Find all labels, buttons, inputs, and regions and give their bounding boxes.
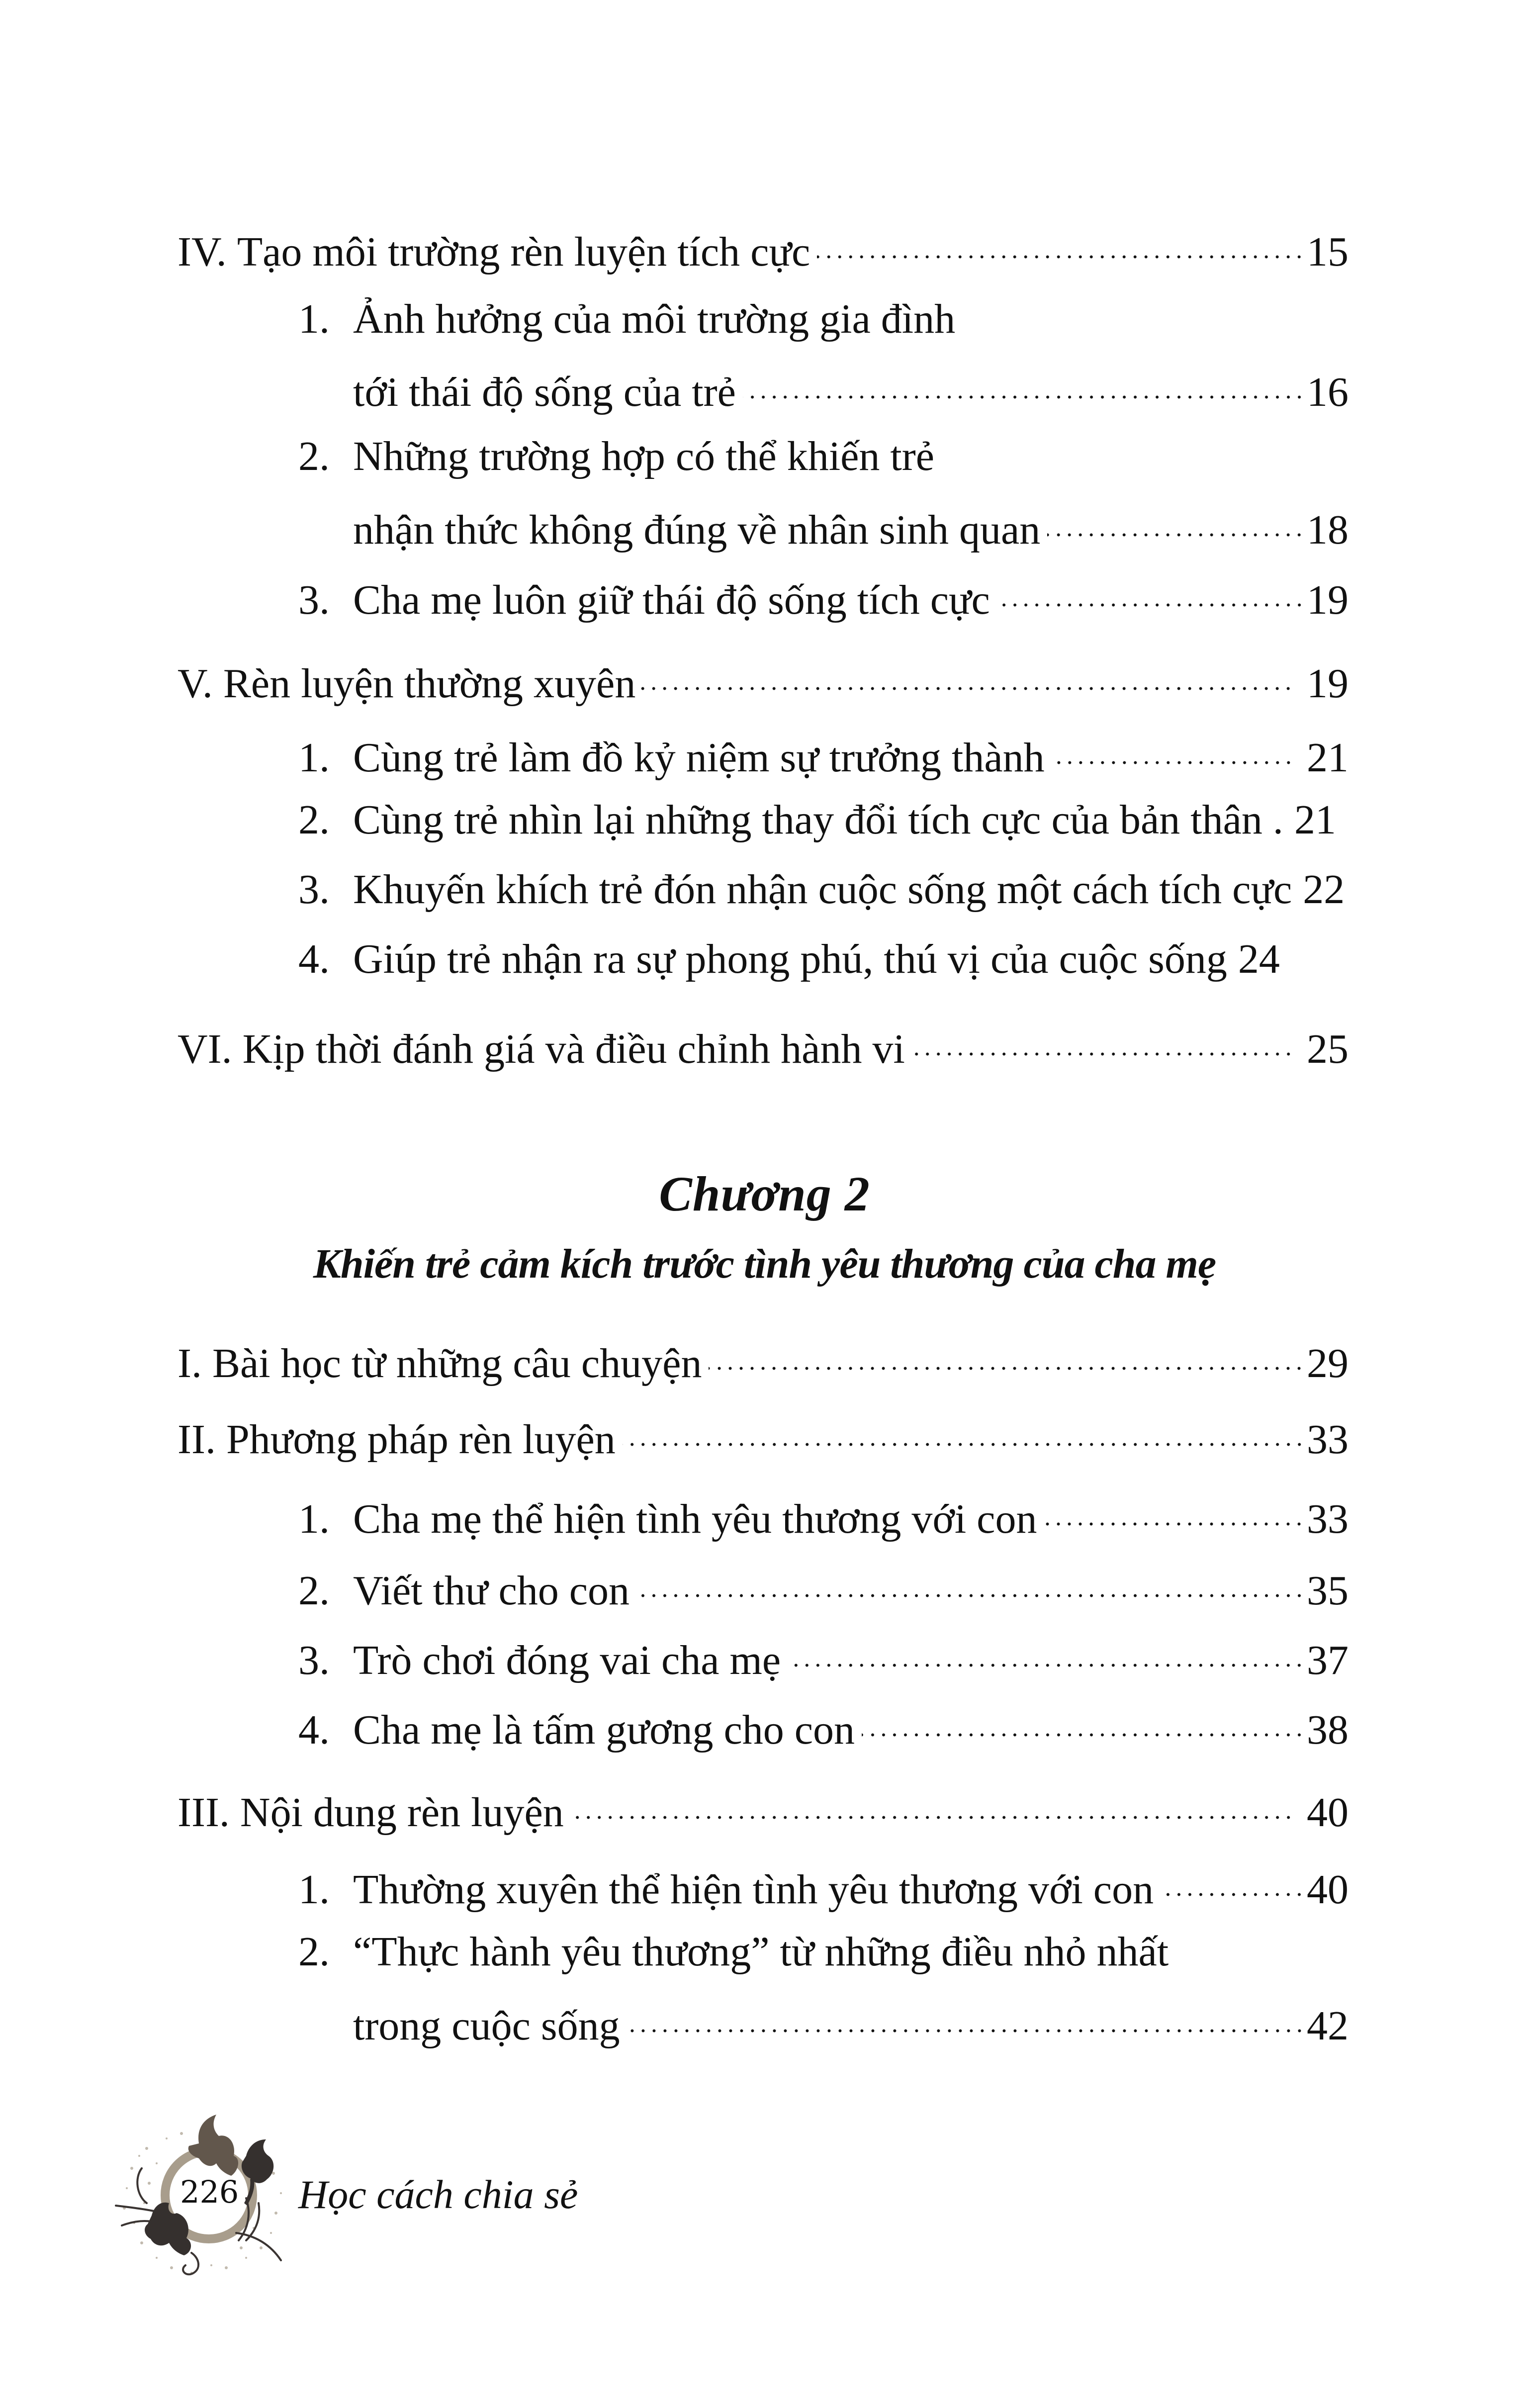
toc-ch2-item-iii-2-line1[interactable] <box>298 1931 1349 1973</box>
toc-item-v-3[interactable] <box>298 866 1349 913</box>
item-number: 1. <box>298 1496 330 1542</box>
toc-section-vi[interactable] <box>178 1021 1349 1072</box>
section-number: V. <box>178 660 213 707</box>
item-title: Cùng trẻ làm đồ kỷ niệm sự trưởng thành <box>353 735 1045 781</box>
iris-flower-top <box>188 2115 238 2176</box>
toc-ch2-item-ii-2[interactable] <box>298 1563 1349 1614</box>
page-number: 40 <box>1307 1866 1349 1913</box>
page-number: 33 <box>1307 1416 1349 1463</box>
toc-item-iv-3[interactable] <box>298 572 1349 623</box>
toc-ch2-item-iii-2-line2[interactable] <box>298 1998 1349 2049</box>
item-number: 1. <box>298 296 330 342</box>
toc-item-v-1[interactable] <box>298 730 1349 781</box>
section-title: Nội dung rèn luyện <box>240 1789 564 1836</box>
dot-leader <box>636 1563 1305 1604</box>
toc-ch2-item-iii-1[interactable] <box>298 1861 1349 1913</box>
item-title-continued: trong cuộc sống <box>353 2003 620 2049</box>
dot-leader <box>817 224 1305 266</box>
toc-section-v[interactable] <box>178 655 1349 707</box>
page-number: 21 <box>1307 735 1349 781</box>
item-title: Khuyến khích trẻ đón nhận cuộc sống một cách tích cực <box>353 866 1292 913</box>
item-title: “Thực hành yêu thương” từ những điều nhỏ nhất <box>353 1929 1169 1975</box>
section-number: IV. <box>178 229 227 275</box>
toc-item-v-2[interactable] <box>298 799 1349 841</box>
chapter-title: Khiến trẻ cảm kích trước tình yêu thương của cha mẹ <box>313 1241 1216 1287</box>
item-title: Cha mẹ là tấm gương cho con <box>353 1707 855 1753</box>
dot-leader <box>635 655 1294 697</box>
item-title: Ảnh hưởng của môi trường gia đình <box>353 296 956 342</box>
page-number: 38 <box>1307 1707 1349 1753</box>
page-number: 37 <box>1307 1637 1349 1683</box>
item-number: 2. <box>298 797 330 843</box>
toc-ch2-section-ii[interactable] <box>178 1411 1349 1463</box>
toc-ch2-item-ii-1[interactable] <box>298 1491 1349 1542</box>
item-number: 2. <box>298 433 330 479</box>
item-number: 2. <box>298 1568 330 1614</box>
section-number: III. <box>178 1789 230 1836</box>
section-number: VI. <box>178 1026 232 1072</box>
toc-item-iv-1-line1[interactable] <box>298 298 1349 340</box>
item-title: Cùng trẻ nhìn lại những thay đổi tích cực của bản thân . <box>353 797 1283 843</box>
section-title: Phương pháp rèn luyện <box>226 1416 616 1463</box>
page-number: 33 <box>1307 1496 1349 1542</box>
page-number: 42 <box>1307 2003 1349 2049</box>
toc-ch2-section-iii[interactable] <box>178 1784 1349 1836</box>
dot-leader <box>862 1702 1305 1744</box>
toc-ch2-item-ii-3[interactable] <box>298 1632 1349 1683</box>
dot-leader <box>1044 1491 1305 1533</box>
page-number: 24 <box>1238 936 1280 982</box>
item-number: 4. <box>298 1707 330 1753</box>
dot-leader <box>1047 502 1305 544</box>
page-number: 18 <box>1307 507 1349 553</box>
item-number: 2. <box>298 1929 330 1975</box>
toc-section-iv[interactable] <box>178 224 1349 275</box>
item-number: 1. <box>298 1866 330 1913</box>
item-number: 4. <box>298 936 330 982</box>
dot-leader <box>912 1021 1294 1063</box>
toc-item-iv-2-line1[interactable] <box>298 433 1349 479</box>
dot-leader <box>709 1335 1305 1377</box>
page-number: 226 <box>180 2174 239 2210</box>
dot-leader <box>627 1998 1305 2039</box>
item-title: Thường xuyên thể hiện tình yêu thương với con <box>353 1866 1154 1913</box>
item-title: Cha mẹ luôn giữ thái độ sống tích cực <box>353 577 990 623</box>
section-title: Kịp thời đánh giá và điều chỉnh hành vi <box>242 1026 905 1072</box>
item-title: Những trường hợp có thể khiến trẻ <box>353 433 934 479</box>
dot-leader <box>623 1411 1305 1453</box>
item-title: Giúp trẻ nhận ra sự phong phú, thú vị của cuộc sống <box>353 936 1227 982</box>
dot-leader <box>743 364 1305 406</box>
item-title: Viết thư cho con <box>353 1568 630 1614</box>
item-title: Trò chơi đóng vai cha mẹ <box>353 1637 781 1683</box>
dot-leader <box>571 1784 1294 1826</box>
toc-item-v-4[interactable] <box>298 938 1349 980</box>
page-number: 29 <box>1307 1340 1349 1387</box>
item-title-continued: nhận thức không đúng về nhân sinh quan <box>353 507 1041 553</box>
dot-leader <box>788 1632 1305 1674</box>
page-number: 22 <box>1303 866 1345 913</box>
section-title: Tạo môi trường rèn luyện tích cực <box>237 229 810 275</box>
page-number: 15 <box>1307 229 1349 275</box>
page-number: 19 <box>1307 577 1349 623</box>
section-title: Bài học từ những câu chuyện <box>212 1340 702 1387</box>
iris-flower-right <box>242 2139 273 2206</box>
section-number: II. <box>178 1416 216 1463</box>
item-number: 1. <box>298 735 330 781</box>
page-number: 19 <box>1307 660 1349 707</box>
dot-leader <box>1052 730 1294 771</box>
page-number: 25 <box>1307 1026 1349 1072</box>
toc-ch2-section-i[interactable] <box>178 1335 1349 1387</box>
toc-item-iv-2-line2[interactable] <box>298 502 1349 553</box>
item-title: Cha mẹ thể hiện tình yêu thương với con <box>353 1496 1037 1542</box>
section-number: I. <box>178 1340 202 1387</box>
toc-item-iv-1-line2[interactable] <box>298 364 1349 415</box>
page-number: 21 <box>1294 797 1336 843</box>
item-title-continued: tới thái độ sống của trẻ <box>353 369 736 415</box>
dot-leader <box>1161 1861 1305 1903</box>
item-number: 3. <box>298 866 330 913</box>
page-number: 16 <box>1307 369 1349 415</box>
toc-ch2-item-ii-4[interactable] <box>298 1702 1349 1753</box>
section-title: Rèn luyện thường xuyên <box>223 660 636 707</box>
page-number: 35 <box>1307 1568 1349 1614</box>
page-number: 40 <box>1307 1789 1349 1836</box>
book-title: Học cách chia sẻ <box>298 2172 578 2217</box>
item-number: 3. <box>298 1637 330 1683</box>
chapter-label: Chương 2 <box>659 1166 870 1221</box>
item-number: 3. <box>298 577 330 623</box>
dot-leader <box>997 572 1305 614</box>
